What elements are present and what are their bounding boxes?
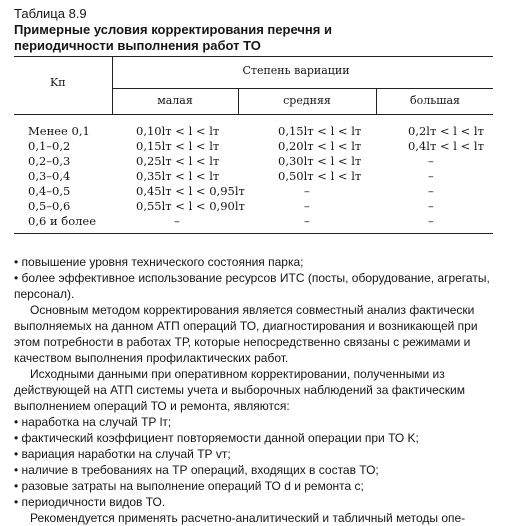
row-kn-4: 0,4–0,5 [28, 184, 71, 198]
bullet-periodicity: • периодичности видов ТО. [14, 495, 166, 509]
row-kn-5: 0,5–0,6 [28, 199, 71, 213]
paragraph-recommendation: Рекомендуется применять расчетно-аналитический и табличный методы опе- [30, 511, 466, 525]
row-medium-4: – [304, 184, 310, 198]
paragraph-input-data: Исходными данными при оперативном корректировании, полученными из действующей на АТП системы учета и выборочных наблюдений за фактическим выполнением операций ТО и ремонта, являются: [14, 367, 465, 413]
row-large-0: 0,2lт < l < lт [408, 124, 484, 138]
header-bottom-rule [14, 114, 493, 115]
header-sub-rule [112, 88, 493, 89]
row-medium-3: 0,50lт < l < lт [278, 169, 362, 183]
table-caption-number: Таблица 8.9 [14, 6, 87, 21]
header-large: большая [410, 94, 460, 107]
row-small-2: 0,25lт < l < lт [136, 154, 220, 168]
row-large-6: – [428, 214, 434, 228]
row-small-3: 0,35lт < l < lт [136, 169, 220, 183]
row-medium-5: – [304, 199, 310, 213]
row-kn-0: Менее 0,1 [28, 124, 90, 138]
table-top-rule [14, 56, 493, 57]
row-medium-6: – [304, 214, 310, 228]
row-small-0: 0,10lт < l < lт [136, 124, 220, 138]
row-large-1: 0,4lт < l < lт [408, 139, 484, 153]
header-variation: Степень вариации [242, 64, 350, 77]
table-caption-title: Примерные условия корректирования перечня и периодичности выполнения работ ТО [14, 22, 332, 53]
row-medium-0: 0,15lт < l < lт [278, 124, 362, 138]
row-large-5: – [428, 199, 434, 213]
header-small: малая [157, 94, 193, 107]
header-divider-3 [376, 88, 377, 114]
row-large-4: – [428, 184, 434, 198]
bullet-variation: • вариация наработки на случай ТР vт; [14, 447, 231, 461]
header-divider-2 [238, 88, 239, 114]
header-medium: средняя [283, 94, 331, 107]
bullet-runtime: • наработка на случай ТР lт; [14, 415, 172, 429]
bullet-fleet-condition: • повышение уровня технического состояния парка; [14, 255, 304, 269]
row-kn-6: 0,6 и более [28, 214, 97, 228]
paragraph-main-method: Основным методом корректирования является совместный анализ фактически выполняемых на данном АТП операций ТО, диагностирования и возникающей при этом потребности в работах ТР, которые непосредственно связаны с режимами и качеством выполнения профилактических работ. [14, 303, 478, 365]
row-small-6: – [174, 214, 180, 228]
row-small-1: 0,15lт < l < lт [136, 139, 220, 153]
row-kn-1: 0,1–0,2 [28, 139, 71, 153]
row-small-4: 0,45lт < l < 0,95lт [136, 184, 245, 198]
row-small-5: 0,55lт < l < 0,90lт [136, 199, 245, 213]
row-medium-1: 0,20lт < l < lт [278, 139, 362, 153]
row-kn-3: 0,3–0,4 [28, 169, 71, 183]
row-kn-2: 0,2–0,3 [28, 154, 71, 168]
bullet-resource-use: • более эффективное использование ресурсов ИТС (посты, оборудование, агрегаты, персонал). [14, 271, 490, 301]
row-large-3: – [428, 169, 434, 183]
table-bottom-rule [14, 233, 493, 234]
bullet-costs: • разовые затраты на выполнение операций ТО d и ремонта c; [14, 479, 364, 493]
row-large-2: – [428, 154, 434, 168]
bullet-repeatability: • фактический коэффициент повторяемости данной операции при ТО K; [14, 431, 419, 445]
bullet-requirements: • наличие в требованиях на ТР операций, входящих в состав ТО; [14, 463, 379, 477]
body-text [14, 254, 496, 526]
header-kn: Kп [50, 76, 66, 89]
row-medium-2: 0,30lт < l < lт [278, 154, 362, 168]
